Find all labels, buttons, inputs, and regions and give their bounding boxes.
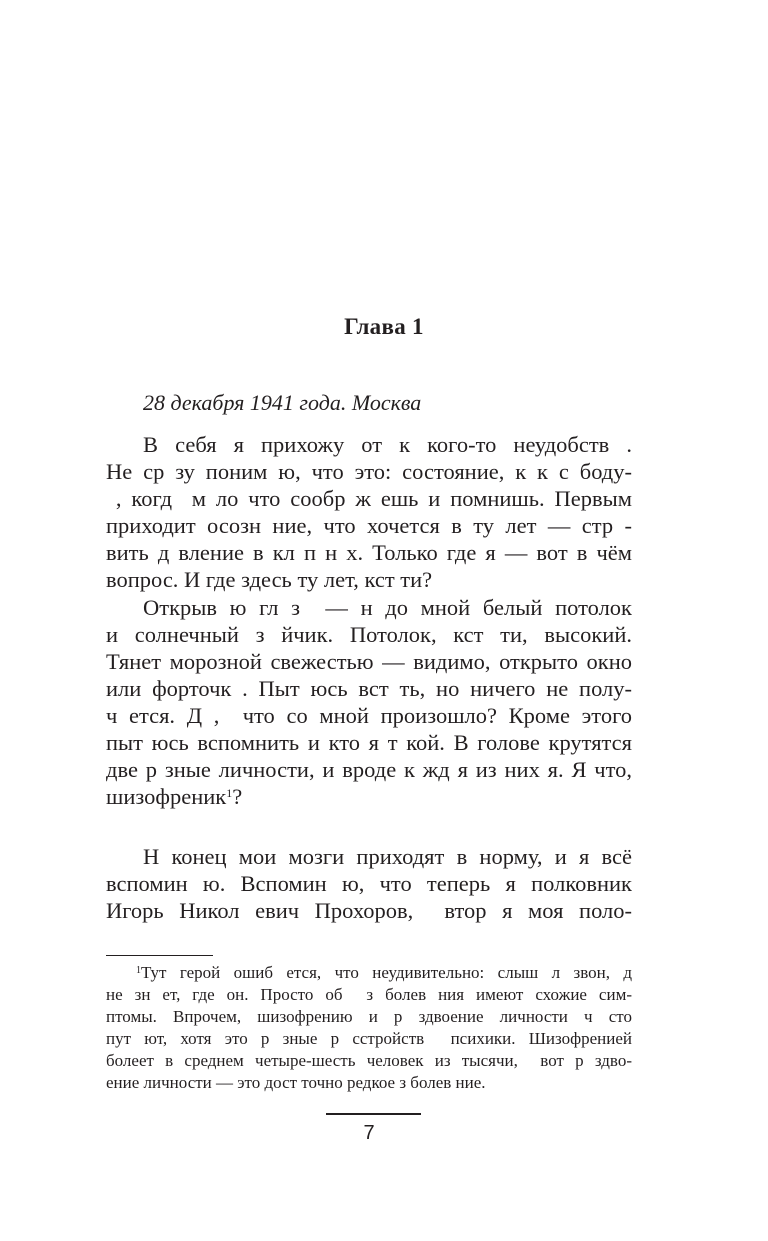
- text-line: , когд м ло что сообр ж ешь и помнишь. Первым: [106, 486, 632, 511]
- footnote-line: пут ют, хотя это р зные р сстройств психики. Шизофренией: [106, 1029, 632, 1048]
- chapter-dateline: 28 декабря 1941 года. Москва: [143, 390, 422, 415]
- text-fragment: Тут герой ошиб ется, что неудивительно: слыш л звон, д: [141, 963, 632, 982]
- text-line: пыт юсь вспомнить и кто я т кой. В голове крутятся: [106, 730, 632, 755]
- text-line: Игорь Никол евич Прохоров, втор я моя поло-: [106, 898, 632, 923]
- text-line-with-footnote: [106, 783, 632, 810]
- footnote-mark: 1: [136, 965, 141, 976]
- text-line: Тянет морозной свежестью — видимо, открыто окно: [106, 649, 632, 674]
- text-line: Не ср зу поним ю, что это: состояние, к к с боду-: [106, 459, 632, 484]
- footnote-line: [106, 962, 632, 984]
- text-line: ч ется. Д , что со мной произошло? Кроме этого: [106, 703, 632, 728]
- chapter-title: Глава 1: [344, 314, 424, 339]
- text-fragment: ?: [232, 784, 243, 809]
- text-line: и солнечный з йчик. Потолок, кст ти, высокий.: [106, 622, 632, 647]
- page-number: 7: [363, 1122, 375, 1144]
- text-line: вить д вление в кл п н х. Только где я — вот в чём: [106, 540, 632, 565]
- text-line: В себя я прихожу от к кого-то неудобств .: [143, 432, 632, 457]
- text-line: две р зные личности, и вроде к жд я из них я. Я что,: [106, 757, 632, 782]
- footnote-line: ение личности — это дост точно редкое з болев ние.: [106, 1073, 486, 1092]
- footnote-reference[interactable]: 1: [226, 786, 233, 800]
- text-line: Открыв ю гл з — н до мной белый потолок: [143, 595, 632, 620]
- text-fragment: шизофреник: [106, 784, 227, 809]
- footnote-line: болеет в среднем четыре-шесть человек из тысячи, вот р здво-: [106, 1051, 632, 1070]
- text-line: или форточк . Пыт юсь вст ть, но ничего не полу-: [106, 676, 632, 701]
- text-line: приходит осозн ние, что хочется в ту лет — стр -: [106, 513, 632, 538]
- page-number-rule: [326, 1113, 421, 1115]
- footnote-divider: [106, 955, 213, 956]
- footnote-line: не зн ет, где он. Просто об з болев ния имеют схожие сим-: [106, 985, 632, 1004]
- text-line: вспомин ю. Вспомин ю, что теперь я полковник: [106, 871, 632, 896]
- footnote-line: птомы. Впрочем, шизофрению и р здвоение личности ч сто: [106, 1007, 632, 1026]
- text-line: вопрос. И где здесь ту лет, кст ти?: [106, 567, 433, 592]
- text-line: Н конец мои мозги приходят в норму, и я всё: [143, 844, 632, 869]
